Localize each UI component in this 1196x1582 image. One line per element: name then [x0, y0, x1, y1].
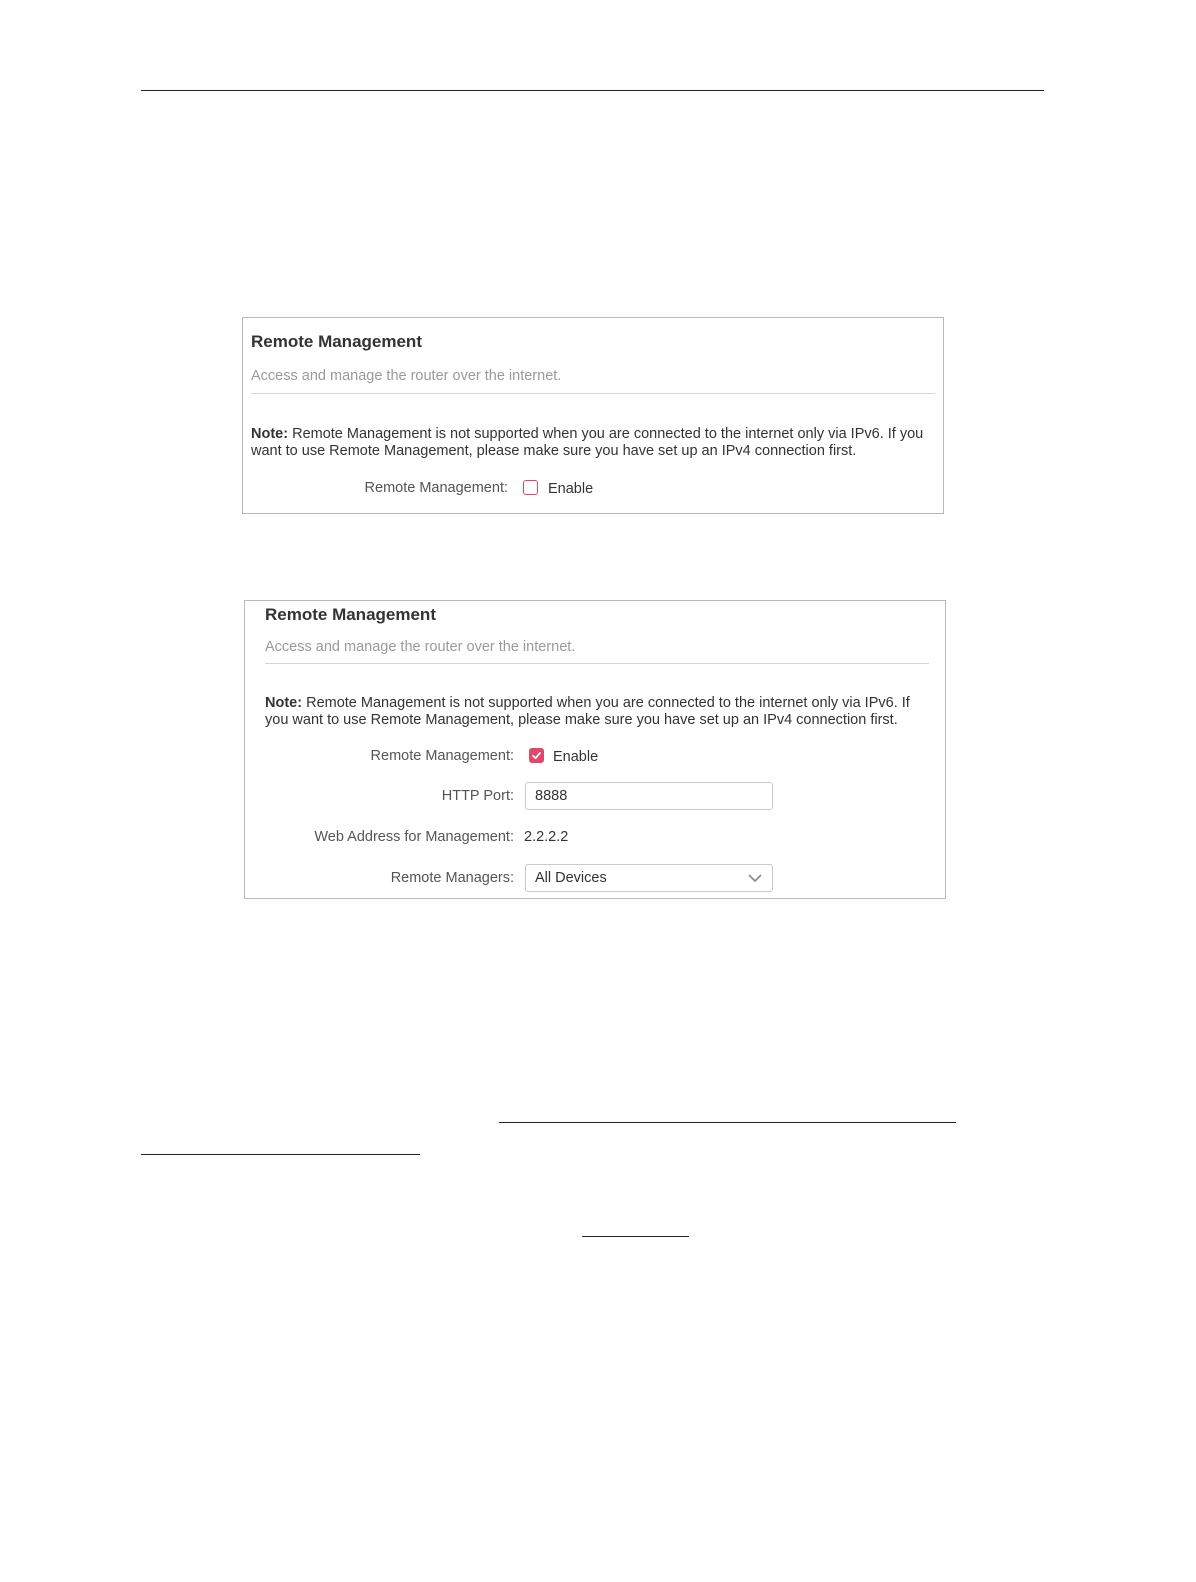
note-text: Remote Management is not supported when you are connected to the internet only via IPv6. If you want to use Remote Management, please make sure you have set up an IPv4 connection first. [251, 426, 924, 459]
link-underline [141, 1154, 420, 1155]
header-rule [141, 90, 1044, 91]
remote-management-panel-disabled [242, 317, 944, 514]
web-address-label: Web Address for Management: [314, 829, 514, 845]
enable-label[interactable]: Enable [553, 749, 599, 765]
remote-management-label: Remote Management: [364, 480, 508, 496]
remote-managers-value: All Devices [535, 870, 607, 886]
remote-managers-select[interactable] [525, 864, 773, 892]
remote-managers-label: Remote Managers: [390, 870, 514, 886]
link-underline [499, 1122, 956, 1123]
panel-note [251, 426, 939, 460]
enable-checkbox[interactable] [523, 480, 538, 495]
panel-note [265, 695, 935, 729]
panel-description: Access and manage the router over the internet. [251, 368, 562, 384]
note-label: Note: [265, 695, 303, 711]
enable-checkbox[interactable] [529, 748, 544, 763]
http-port-label: HTTP Port: [441, 788, 514, 804]
web-address-value: 2.2.2.2 [524, 829, 569, 845]
note-label: Note: [251, 426, 289, 442]
remote-management-label: Remote Management: [370, 748, 514, 764]
remote-management-panel-enabled [244, 600, 946, 899]
enable-label[interactable]: Enable [548, 481, 594, 497]
note-text: Remote Management is not supported when you are connected to the internet only via IPv6. If you want to use Remote Management, please make sure you have set up an IPv4 connection first. [265, 695, 910, 728]
panel-title: Remote Management [265, 605, 436, 624]
panel-title: Remote Management [251, 332, 422, 351]
chevron-down-icon [748, 874, 762, 883]
link-underline [582, 1236, 689, 1237]
http-port-input[interactable] [525, 782, 773, 810]
checkmark-icon [531, 750, 542, 761]
panel-divider [265, 663, 929, 664]
panel-description: Access and manage the router over the internet. [265, 639, 576, 655]
panel-divider [251, 393, 935, 394]
